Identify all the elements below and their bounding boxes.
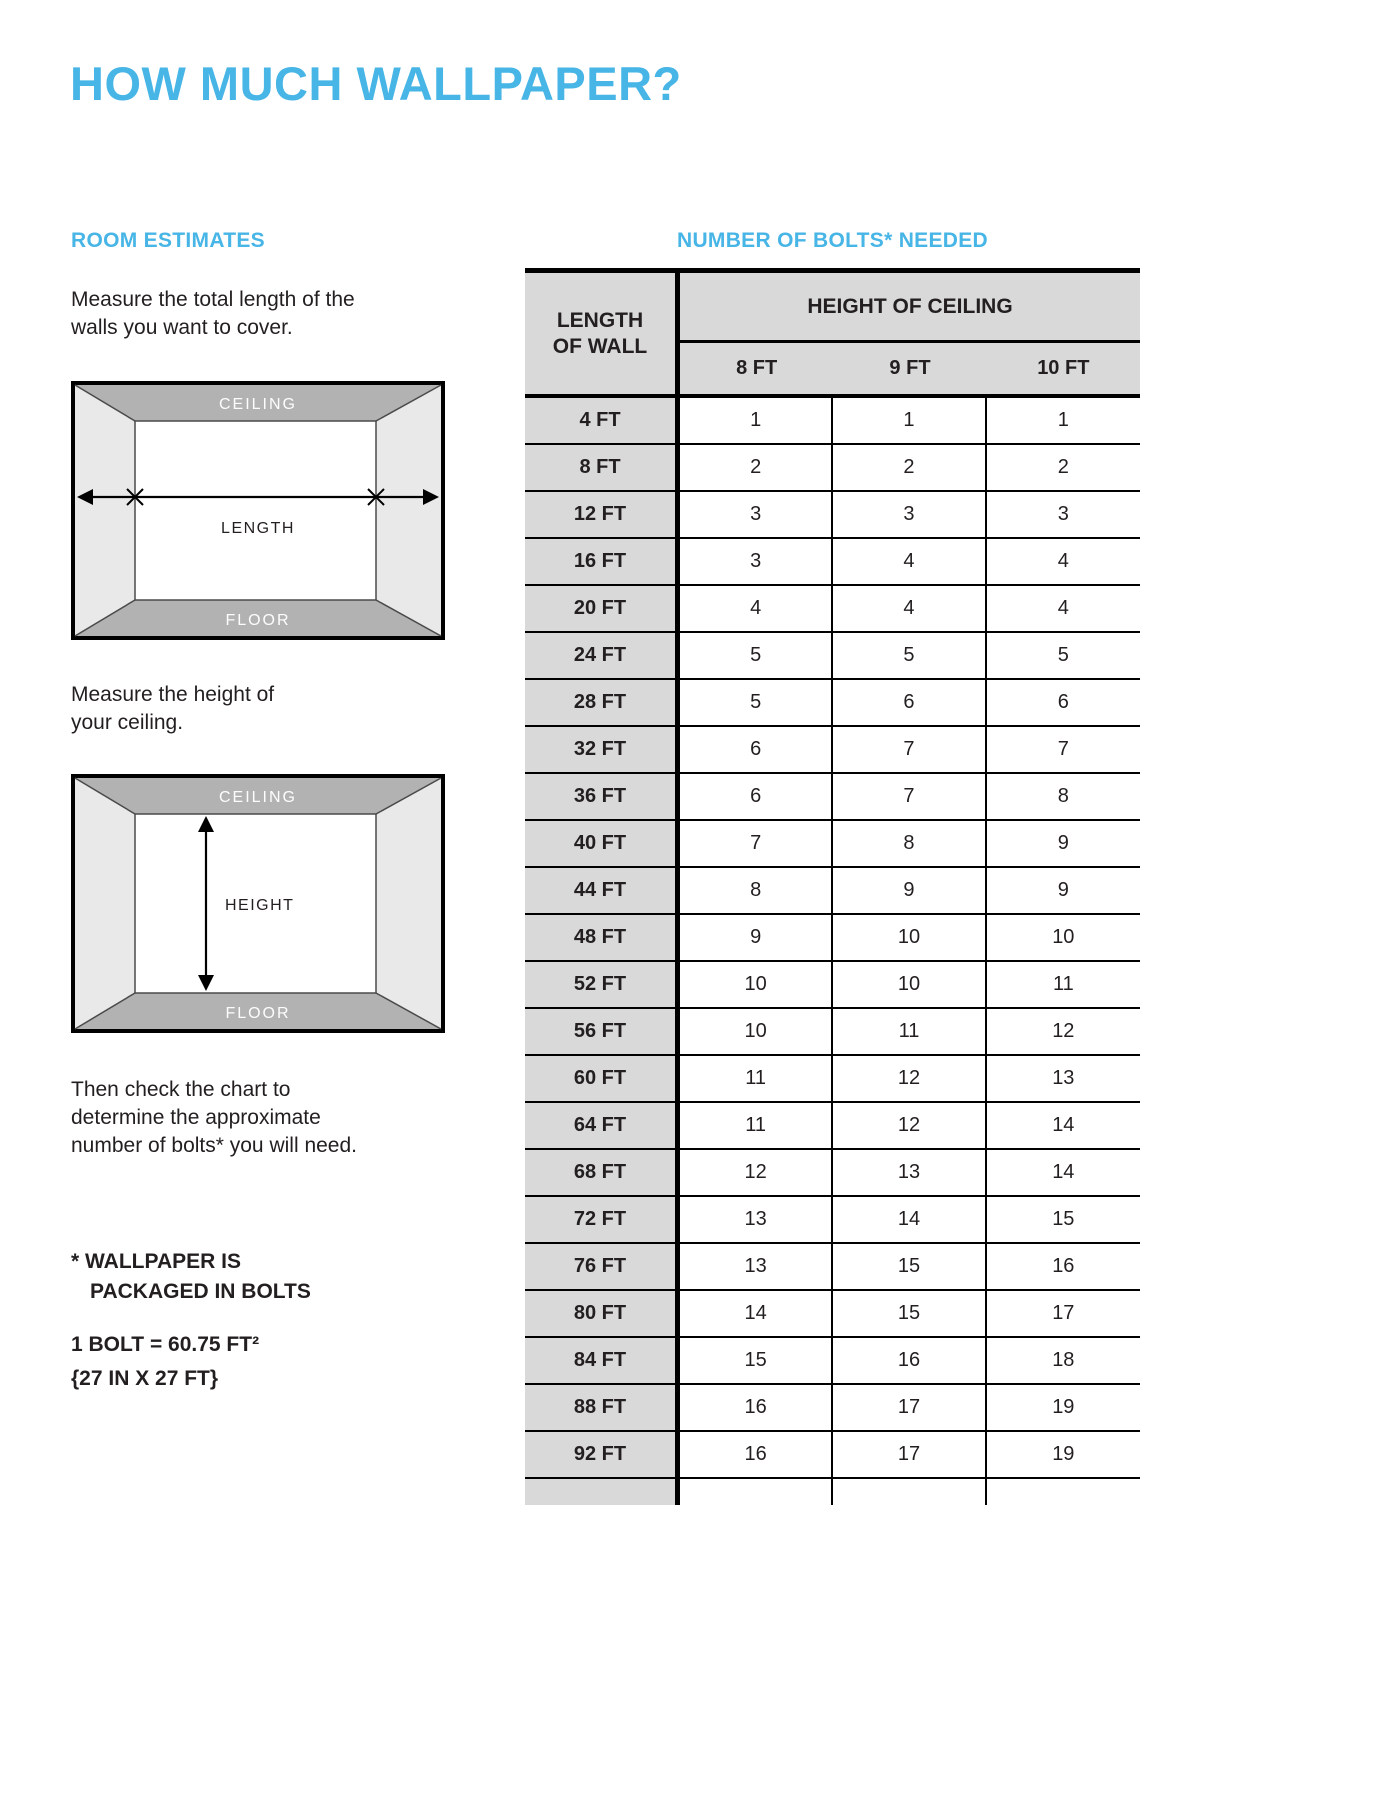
table-body xyxy=(525,398,1140,1479)
room-length-diagram xyxy=(71,381,445,640)
bolt-count-cell: 15 xyxy=(833,1291,986,1336)
col-header-9ft: 9 FT xyxy=(889,357,931,379)
bolt-count-cell: 4 xyxy=(987,586,1140,631)
bolt-count-cell: 16 xyxy=(987,1244,1140,1289)
ceiling-label: CEILING xyxy=(218,789,298,806)
bolt-count-cell: 14 xyxy=(987,1103,1140,1148)
bolt-count-cell: 1 xyxy=(833,398,986,443)
bolt-count-cell: 9 xyxy=(680,915,833,960)
table-row xyxy=(525,821,1140,868)
table-row xyxy=(525,398,1140,445)
bolt-count-cell: 12 xyxy=(987,1009,1140,1054)
bolt-count-cell: 13 xyxy=(987,1056,1140,1101)
row-length-label: 8 FT xyxy=(525,445,680,490)
bolt-count-cell: 6 xyxy=(680,727,833,772)
bolt-equation-line-2: {27 IN X 27 FT} xyxy=(71,1367,219,1390)
bolt-count-cell: 10 xyxy=(680,962,833,1007)
bolt-count-cell: 9 xyxy=(833,868,986,913)
wallpaper-footnote xyxy=(71,1247,311,1307)
bolt-count-cell: 10 xyxy=(833,915,986,960)
table-bottom-strip xyxy=(525,1479,1140,1505)
room-estimates-heading: ROOM ESTIMATES xyxy=(71,229,265,252)
row-length-label: 40 FT xyxy=(525,821,680,866)
table-row xyxy=(525,1432,1140,1479)
bolt-count-cell: 4 xyxy=(833,539,986,584)
row-length-label: 48 FT xyxy=(525,915,680,960)
bolt-count-cell: 11 xyxy=(680,1103,833,1148)
far-wall xyxy=(135,421,376,600)
bolt-count-cell: 17 xyxy=(833,1432,986,1477)
bolt-count-cell: 2 xyxy=(833,445,986,490)
table-row xyxy=(525,727,1140,774)
bolt-count-cell: 3 xyxy=(680,492,833,537)
left-wall xyxy=(75,385,135,636)
row-length-label: 16 FT xyxy=(525,539,680,584)
bolt-count-cell: 5 xyxy=(833,633,986,678)
table-row xyxy=(525,915,1140,962)
bolt-count-cell: 5 xyxy=(680,633,833,678)
bolt-count-cell: 16 xyxy=(680,1432,833,1477)
bolt-count-cell: 11 xyxy=(987,962,1140,1007)
row-length-label: 64 FT xyxy=(525,1103,680,1148)
bolt-count-cell: 8 xyxy=(833,821,986,866)
bolt-count-cell: 14 xyxy=(833,1197,986,1242)
bolt-count-cell: 6 xyxy=(987,680,1140,725)
table-row xyxy=(525,868,1140,915)
footnote-line-1: * WALLPAPER IS xyxy=(71,1250,241,1273)
row-length-label: 72 FT xyxy=(525,1197,680,1242)
bolt-count-cell: 4 xyxy=(680,586,833,631)
bolt-count-cell: 11 xyxy=(833,1009,986,1054)
bolt-count-cell: 15 xyxy=(680,1338,833,1383)
row-length-label: 12 FT xyxy=(525,492,680,537)
table-row xyxy=(525,1009,1140,1056)
bolt-count-cell: 13 xyxy=(680,1244,833,1289)
table-row xyxy=(525,1244,1140,1291)
bolt-equation xyxy=(71,1328,259,1396)
bolt-count-cell: 10 xyxy=(680,1009,833,1054)
table-row xyxy=(525,492,1140,539)
bolt-count-cell: 19 xyxy=(987,1385,1140,1430)
ceiling-label: CEILING xyxy=(218,396,298,413)
row-length-label: 28 FT xyxy=(525,680,680,725)
row-length-label: 36 FT xyxy=(525,774,680,819)
bolt-count-cell: 2 xyxy=(680,445,833,490)
table-header xyxy=(525,273,1140,398)
row-length-label: 80 FT xyxy=(525,1291,680,1336)
bolt-count-cell: 15 xyxy=(833,1244,986,1289)
table-row xyxy=(525,445,1140,492)
row-length-label: 60 FT xyxy=(525,1056,680,1101)
row-length-label: 32 FT xyxy=(525,727,680,772)
bolt-count-cell: 4 xyxy=(987,539,1140,584)
bolt-count-cell: 17 xyxy=(987,1291,1140,1336)
bolts-table xyxy=(525,268,1140,1505)
row-length-label: 44 FT xyxy=(525,868,680,913)
bolt-count-cell: 18 xyxy=(987,1338,1140,1383)
bolt-count-cell: 14 xyxy=(680,1291,833,1336)
bolt-count-cell: 6 xyxy=(680,774,833,819)
bottom-strip-gray xyxy=(525,1479,680,1505)
bolt-count-cell: 4 xyxy=(833,586,986,631)
right-wall xyxy=(376,778,441,1029)
col-header-8ft: 8 FT xyxy=(736,357,778,379)
bolt-count-cell: 13 xyxy=(680,1197,833,1242)
bolt-count-cell: 1 xyxy=(987,398,1140,443)
bolt-count-cell: 5 xyxy=(680,680,833,725)
table-row xyxy=(525,539,1140,586)
floor-label: FLOOR xyxy=(225,1005,291,1022)
table-row xyxy=(525,633,1140,680)
bolt-count-cell: 15 xyxy=(987,1197,1140,1242)
bolt-count-cell: 12 xyxy=(680,1150,833,1195)
bolt-count-cell: 9 xyxy=(987,868,1140,913)
bolt-count-cell: 7 xyxy=(680,821,833,866)
bolt-equation-line-1: 1 BOLT = 60.75 FT² xyxy=(71,1333,260,1356)
table-row xyxy=(525,774,1140,821)
row-length-label: 52 FT xyxy=(525,962,680,1007)
bolt-count-cell: 8 xyxy=(987,774,1140,819)
bolt-count-cell: 7 xyxy=(987,727,1140,772)
bolt-count-cell: 6 xyxy=(833,680,986,725)
bolt-count-cell: 5 xyxy=(987,633,1140,678)
floor-label: FLOOR xyxy=(225,612,291,629)
table-row xyxy=(525,962,1140,1009)
bolt-count-cell: 2 xyxy=(987,445,1140,490)
length-of-wall-header: LENGTH OF WALL xyxy=(525,273,680,394)
bolt-count-cell: 10 xyxy=(987,915,1140,960)
bolt-count-cell: 19 xyxy=(987,1432,1140,1477)
room-height-diagram xyxy=(71,774,445,1033)
height-of-ceiling-header: HEIGHT OF CEILING xyxy=(680,273,1140,343)
bolt-count-cell: 3 xyxy=(987,492,1140,537)
length-label: LENGTH xyxy=(221,520,295,537)
height-label: HEIGHT xyxy=(225,897,295,914)
bolt-count-cell: 12 xyxy=(833,1056,986,1101)
table-row xyxy=(525,1056,1140,1103)
bolt-count-cell: 14 xyxy=(987,1150,1140,1195)
table-row xyxy=(525,1385,1140,1432)
bolt-count-cell: 8 xyxy=(680,868,833,913)
row-length-label: 76 FT xyxy=(525,1244,680,1289)
bolt-count-cell: 13 xyxy=(833,1150,986,1195)
bolt-count-cell: 7 xyxy=(833,727,986,772)
bolt-count-cell: 10 xyxy=(833,962,986,1007)
bolt-count-cell: 9 xyxy=(987,821,1140,866)
bolt-count-cell: 7 xyxy=(833,774,986,819)
table-row xyxy=(525,1291,1140,1338)
right-wall xyxy=(376,385,441,636)
footnote-line-2: PACKAGED IN BOLTS xyxy=(90,1280,311,1303)
table-row xyxy=(525,1150,1140,1197)
row-length-label: 92 FT xyxy=(525,1432,680,1477)
bolts-needed-heading: NUMBER OF BOLTS* NEEDED xyxy=(676,229,989,252)
page-title: HOW MUCH WALLPAPER? xyxy=(70,57,682,110)
row-length-label: 4 FT xyxy=(525,398,680,443)
ceiling-height-subheader xyxy=(680,343,1140,394)
left-wall xyxy=(75,778,135,1029)
row-length-label: 88 FT xyxy=(525,1385,680,1430)
bolt-count-cell: 11 xyxy=(680,1056,833,1101)
table-row xyxy=(525,1338,1140,1385)
measure-height-text: Measure the height of your ceiling. xyxy=(71,683,275,734)
bolt-count-cell: 17 xyxy=(833,1385,986,1430)
row-length-label: 20 FT xyxy=(525,586,680,631)
table-row xyxy=(525,1197,1140,1244)
bolt-count-cell: 12 xyxy=(833,1103,986,1148)
table-row xyxy=(525,680,1140,727)
table-row xyxy=(525,586,1140,633)
table-row xyxy=(525,1103,1140,1150)
bolt-count-cell: 1 xyxy=(680,398,833,443)
row-length-label: 24 FT xyxy=(525,633,680,678)
check-chart-text: Then check the chart to determine the approximate number of bolts* you will need. xyxy=(71,1078,357,1157)
row-length-label: 68 FT xyxy=(525,1150,680,1195)
bolt-count-cell: 3 xyxy=(833,492,986,537)
bolt-count-cell: 16 xyxy=(833,1338,986,1383)
bolt-count-cell: 16 xyxy=(680,1385,833,1430)
measure-length-text: Measure the total length of the walls you want to cover. xyxy=(71,288,355,339)
col-header-10ft: 10 FT xyxy=(1037,357,1090,379)
row-length-label: 84 FT xyxy=(525,1338,680,1383)
row-length-label: 56 FT xyxy=(525,1009,680,1054)
bolt-count-cell: 3 xyxy=(680,539,833,584)
